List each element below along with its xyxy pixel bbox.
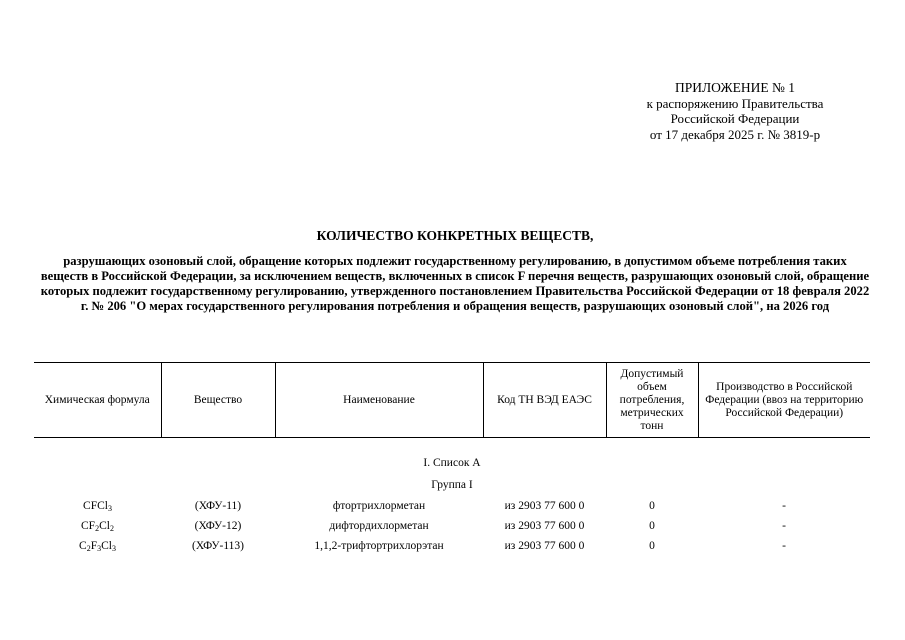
formula-element: CFCl — [83, 500, 108, 512]
table-header-row — [34, 363, 870, 438]
appendix-title: ПРИЛОЖЕНИЕ № 1 — [674, 80, 796, 95]
cell-name: фтортрихлорметан — [332, 500, 426, 512]
document-subtitle: разрушающих озоновый слой, обращение которых подлежит государственному регулированию, в допустимом объеме потребления таких веществ в Российской Федерации, за исключением веществ, включенных в список F перечня веществ, разрушающих озоновый слой, обращение которых подлежит государственному регулированию, утвержденного постановлением Правительства Российской Федерации от 18 февраля 2022 г. № 206 "О мерах государственного регулирования потребления и обращения веществ, разрушающих озоновый слой", на 2026 год — [40, 254, 870, 313]
header-formula: Химическая формула — [34, 363, 161, 438]
appendix-line-3: от 17 декабря 2025 г. № 3819-р — [649, 126, 821, 142]
header-code: Код ТН ВЭД ЕАЭС — [483, 363, 606, 438]
cell-code: из 2903 77 600 0 — [504, 540, 585, 552]
cell-code: из 2903 77 600 0 — [504, 520, 585, 532]
header-substance: Вещество — [161, 363, 275, 438]
formula-subscript: 2 — [109, 524, 114, 533]
formula-subscript: 3 — [97, 544, 102, 553]
appendix-line-1: к распоряжению Правительства — [646, 95, 824, 111]
formula-element: F — [90, 540, 98, 552]
formula-element: CF — [81, 520, 96, 532]
list-label: I. Список А — [423, 457, 481, 469]
formula-element: Cl — [99, 520, 110, 532]
cell-name: дифтордихлорметан — [329, 520, 429, 532]
cell-consumption: 0 — [649, 520, 655, 532]
cell-consumption: 0 — [649, 500, 655, 512]
header-production: Производство в Российской Федерации (ввоз на территорию Российской Федерации) — [698, 363, 870, 438]
cell-production: - — [782, 540, 786, 552]
cell-formula — [34, 496, 161, 516]
formula-subscript: 3 — [111, 544, 116, 553]
substances-table — [34, 362, 870, 556]
formula-subscript: 2 — [86, 544, 91, 553]
appendix-block — [600, 80, 870, 142]
cell-production: - — [782, 500, 786, 512]
formula-element: C — [79, 540, 87, 552]
cell-code: из 2903 77 600 0 — [504, 500, 585, 512]
header-name: Наименование — [275, 363, 483, 438]
formula-subscript: 2 — [95, 524, 100, 533]
cell-formula — [34, 516, 161, 536]
cell-substance: (ХФУ-12) — [194, 520, 242, 532]
formula-element: Cl — [101, 540, 112, 552]
cell-substance: (ХФУ-11) — [194, 500, 242, 512]
document-heading — [40, 228, 870, 314]
formula-subscript: 3 — [107, 504, 112, 513]
group-label-row — [34, 474, 870, 496]
cell-name: 1,1,2-трифтортрихлорэтан — [314, 540, 444, 552]
table-row — [34, 536, 870, 556]
table-row — [34, 496, 870, 516]
document-title: КОЛИЧЕСТВО КОНКРЕТНЫХ ВЕЩЕСТВ, — [316, 228, 594, 243]
cell-substance: (ХФУ-113) — [192, 540, 244, 552]
header-consumption: Допустимый объем потребления, метрических тонн — [606, 363, 698, 438]
cell-formula — [34, 536, 161, 556]
cell-production: - — [782, 520, 786, 532]
group-label: Группа I — [431, 479, 473, 491]
list-label-row — [34, 438, 870, 475]
appendix-line-2: Российской Федерации — [670, 111, 800, 126]
cell-consumption: 0 — [649, 540, 655, 552]
table-row — [34, 516, 870, 536]
